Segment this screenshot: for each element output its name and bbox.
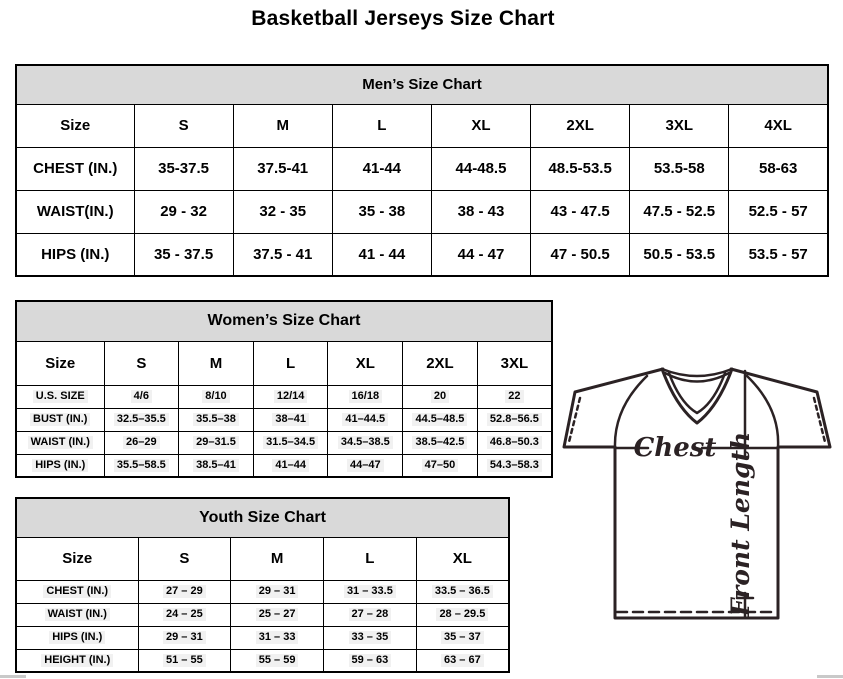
table-cell: 43 - 47.5 <box>531 190 630 233</box>
table-cell: 35.5–58.5 <box>104 454 179 477</box>
table-cell: 34.5–38.5 <box>328 431 403 454</box>
table-cell: 55 – 59 <box>231 649 324 672</box>
table-cell: 4/6 <box>104 385 179 408</box>
table-cell: 50.5 - 53.5 <box>630 233 729 276</box>
row-label: HIPS (IN.) <box>16 233 134 276</box>
table-cell: 29 - 32 <box>134 190 233 233</box>
table-cell: 25 – 27 <box>231 603 324 626</box>
womens-table-title: Women’s Size Chart <box>16 301 552 341</box>
table-cell: 32 - 35 <box>233 190 332 233</box>
horizontal-scrollbar-fragment-left[interactable] <box>0 675 26 678</box>
column-header: M <box>231 537 324 580</box>
row-label: HIPS (IN.) <box>16 454 104 477</box>
column-header: L <box>332 104 431 147</box>
table-cell: 27 – 29 <box>138 580 231 603</box>
table-row <box>16 626 509 649</box>
table-cell: 35 - 38 <box>332 190 431 233</box>
row-label: U.S. SIZE <box>16 385 104 408</box>
table-cell: 41-44 <box>332 147 431 190</box>
table-cell: 31.5–34.5 <box>253 431 328 454</box>
horizontal-scrollbar-fragment-right[interactable] <box>817 675 843 678</box>
table-cell: 22 <box>477 385 552 408</box>
table-cell: 38 - 43 <box>431 190 530 233</box>
table-cell: 24 – 25 <box>138 603 231 626</box>
table-cell: 44 - 47 <box>431 233 530 276</box>
column-header: S <box>104 341 179 385</box>
table-cell: 38.5–42.5 <box>403 431 478 454</box>
table-cell: 48.5-53.5 <box>531 147 630 190</box>
table-cell: 47 - 50.5 <box>531 233 630 276</box>
column-header: Size <box>16 341 104 385</box>
table-cell: 52.8–56.5 <box>477 408 552 431</box>
column-header: M <box>179 341 254 385</box>
table-cell: 33 – 35 <box>324 626 417 649</box>
table-cell: 8/10 <box>179 385 254 408</box>
table-row <box>16 649 509 672</box>
column-header: XL <box>431 104 530 147</box>
column-header: 3XL <box>477 341 552 385</box>
table-row <box>16 233 828 276</box>
column-header: 4XL <box>729 104 828 147</box>
jersey-measurement-diagram <box>552 356 842 632</box>
table-row <box>16 385 552 408</box>
page-title: Basketball Jerseys Size Chart <box>251 7 555 30</box>
table-cell: 29 – 31 <box>138 626 231 649</box>
table-cell: 31 – 33 <box>231 626 324 649</box>
table-cell: 41–44 <box>253 454 328 477</box>
column-header: 2XL <box>403 341 478 385</box>
womens-size-chart-table <box>15 300 553 478</box>
table-cell: 63 – 67 <box>416 649 509 672</box>
row-label: WAIST (IN.) <box>16 603 138 626</box>
table-cell: 44-48.5 <box>431 147 530 190</box>
table-cell: 38–41 <box>253 408 328 431</box>
table-cell: 29–31.5 <box>179 431 254 454</box>
table-row <box>16 580 509 603</box>
youth-table-title: Youth Size Chart <box>16 498 509 537</box>
row-label: WAIST(IN.) <box>16 190 134 233</box>
table-row <box>16 147 828 190</box>
row-label: CHEST (IN.) <box>16 580 138 603</box>
column-header: Size <box>16 104 134 147</box>
table-cell: 33.5 – 36.5 <box>416 580 509 603</box>
table-cell: 27 – 28 <box>324 603 417 626</box>
jersey-outline <box>564 369 830 618</box>
table-cell: 37.5 - 41 <box>233 233 332 276</box>
chest-measure-label: Chest <box>633 433 717 463</box>
row-label: WAIST (IN.) <box>16 431 104 454</box>
table-cell: 20 <box>403 385 478 408</box>
column-header: 2XL <box>531 104 630 147</box>
table-cell: 52.5 - 57 <box>729 190 828 233</box>
column-header: XL <box>328 341 403 385</box>
table-row <box>16 603 509 626</box>
table-row <box>16 408 552 431</box>
column-header: M <box>233 104 332 147</box>
table-cell: 53.5-58 <box>630 147 729 190</box>
column-header: Size <box>16 537 138 580</box>
table-cell: 44.5–48.5 <box>403 408 478 431</box>
table-cell: 35 – 37 <box>416 626 509 649</box>
table-cell: 53.5 - 57 <box>729 233 828 276</box>
column-header: L <box>253 341 328 385</box>
table-row <box>16 190 828 233</box>
mens-size-chart-table <box>15 64 829 277</box>
front-length-measure-label: Front Length <box>726 431 755 617</box>
table-cell: 38.5–41 <box>179 454 254 477</box>
table-cell: 41–44.5 <box>328 408 403 431</box>
table-cell: 59 – 63 <box>324 649 417 672</box>
table-cell: 37.5-41 <box>233 147 332 190</box>
row-label: BUST (IN.) <box>16 408 104 431</box>
table-cell: 16/18 <box>328 385 403 408</box>
table-cell: 46.8–50.3 <box>477 431 552 454</box>
table-row <box>16 454 552 477</box>
table-cell: 51 – 55 <box>138 649 231 672</box>
table-cell: 54.3–58.3 <box>477 454 552 477</box>
column-header: S <box>134 104 233 147</box>
column-header: S <box>138 537 231 580</box>
table-cell: 31 – 33.5 <box>324 580 417 603</box>
table-cell: 26–29 <box>104 431 179 454</box>
table-cell: 35-37.5 <box>134 147 233 190</box>
table-cell: 28 – 29.5 <box>416 603 509 626</box>
column-header: 3XL <box>630 104 729 147</box>
table-cell: 35 - 37.5 <box>134 233 233 276</box>
table-cell: 44–47 <box>328 454 403 477</box>
table-cell: 58-63 <box>729 147 828 190</box>
table-cell: 41 - 44 <box>332 233 431 276</box>
table-row <box>16 431 552 454</box>
mens-table-title: Men’s Size Chart <box>16 65 828 104</box>
column-header: L <box>324 537 417 580</box>
youth-size-chart-table <box>15 497 510 673</box>
row-label: HIPS (IN.) <box>16 626 138 649</box>
table-cell: 12/14 <box>253 385 328 408</box>
row-label: HEIGHT (IN.) <box>16 649 138 672</box>
row-label: CHEST (IN.) <box>16 147 134 190</box>
table-cell: 35.5–38 <box>179 408 254 431</box>
table-cell: 47–50 <box>403 454 478 477</box>
table-cell: 47.5 - 52.5 <box>630 190 729 233</box>
table-cell: 29 – 31 <box>231 580 324 603</box>
table-cell: 32.5–35.5 <box>104 408 179 431</box>
column-header: XL <box>416 537 509 580</box>
